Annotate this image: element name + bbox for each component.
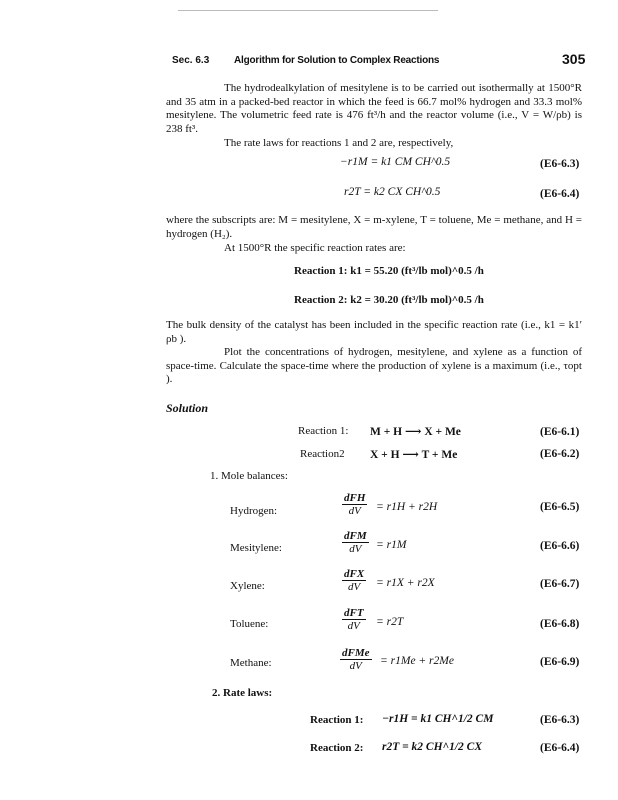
- equation-tag: (E6-6.5): [540, 501, 580, 513]
- equation-tag: (E6-6.4): [540, 188, 580, 200]
- k1-value-line: Reaction 1: k1 = 55.20 (ft³/lb mol)^0.5 /h: [294, 265, 484, 277]
- rate-law-equation: −r1H = k1 CH^1/2 CM: [382, 713, 494, 725]
- rate-laws-heading: 2. Rate laws:: [212, 687, 273, 699]
- equation-tag: (E6-6.8): [540, 618, 580, 630]
- rate-law-equation: r2T = k2 CH^1/2 CX: [382, 741, 483, 753]
- derivative-fraction: dFMe dV: [342, 647, 370, 672]
- rate-law-label: Reaction 1:: [310, 714, 364, 726]
- rate-laws-intro: The rate laws for reactions 1 and 2 are, respectively,: [224, 137, 454, 149]
- mole-balance-rhs: = r2T: [376, 616, 404, 628]
- derivative-fraction: dFH dV: [344, 492, 366, 517]
- equation-tag: (E6-6.6): [540, 540, 580, 552]
- header-rule: [178, 10, 438, 11]
- species-label: Xylene:: [230, 580, 265, 592]
- equation-tag: (E6-6.2): [540, 448, 580, 460]
- species-label: Methane:: [230, 657, 272, 669]
- running-title: Algorithm for Solution to Complex Reactions: [234, 55, 440, 66]
- mole-balance-rhs: = r1Me + r2Me: [380, 655, 454, 667]
- solution-heading: Solution: [166, 401, 209, 415]
- bulk-density-paragraph: The bulk density of the catalyst has been included in the specific reaction rate (i.e., k1 = k1′ ρb ).: [166, 319, 582, 345]
- task-paragraph: Plot the concentrations of hydrogen, mesitylene, and xylene as a function of space-time. Calculate the space-time where the production of xylene is a maximum (i.e., τopt ).: [166, 346, 582, 385]
- reaction-1-label: Reaction 1:: [298, 425, 349, 437]
- intro-paragraph: The hydrodealkylation of mesitylene is to be carried out isothermally at 1500°R and 35 atm in a packed-bed reactor in which the feed is 66.7 mol% hydrogen and 33.3 mol% mesitylene. The volumetric feed rate is 476 ft³/h and the reactor volume (i.e., V = W/ρb) is 238 ft³.: [166, 82, 582, 135]
- derivative-fraction: dFM dV: [344, 530, 367, 555]
- mole-balance-rhs: = r1X + r2X: [376, 577, 435, 589]
- rate-law-1-equation: −r1M = k1 CM CH^0.5: [340, 156, 451, 168]
- equation-tag: (E6-6.3): [540, 714, 580, 726]
- k2-value-line: Reaction 2: k2 = 30.20 (ft³/lb mol)^0.5 /h: [294, 294, 484, 306]
- equation-tag: (E6-6.9): [540, 656, 580, 668]
- specific-rates-intro: At 1500°R the specific reaction rates are:: [224, 242, 406, 254]
- equation-tag: (E6-6.4): [540, 742, 580, 754]
- rate-law-2-equation: r2T = k2 CX CH^0.5: [344, 186, 441, 198]
- reaction-1-equation: M + H ⟶ X + Me: [370, 426, 461, 438]
- derivative-fraction: dFT dV: [344, 607, 364, 632]
- subscripts-paragraph: where the subscripts are: M = mesitylene, X = m-xylene, T = toluene, Me = methane, and H = hydrogen (H₂).: [166, 214, 582, 240]
- rate-law-label: Reaction 2:: [310, 742, 364, 754]
- reaction-2-label: Reaction2: [300, 448, 345, 460]
- species-label: Hydrogen:: [230, 505, 278, 517]
- equation-tag: (E6-6.7): [540, 578, 580, 590]
- mole-balance-rhs: = r1H + r2H: [376, 501, 438, 513]
- species-label: Toluene:: [230, 618, 269, 630]
- equation-tag: (E6-6.3): [540, 158, 580, 170]
- mole-balance-rhs: = r1M: [376, 539, 407, 551]
- section-number: Sec. 6.3: [172, 55, 210, 66]
- derivative-fraction: dFX dV: [344, 568, 365, 593]
- page-number: 305: [562, 51, 586, 67]
- mole-balances-heading: 1. Mole balances:: [210, 470, 288, 482]
- equation-tag: (E6-6.1): [540, 426, 580, 438]
- reaction-2-equation: X + H ⟶ T + Me: [370, 449, 458, 461]
- species-label: Mesitylene:: [230, 542, 282, 554]
